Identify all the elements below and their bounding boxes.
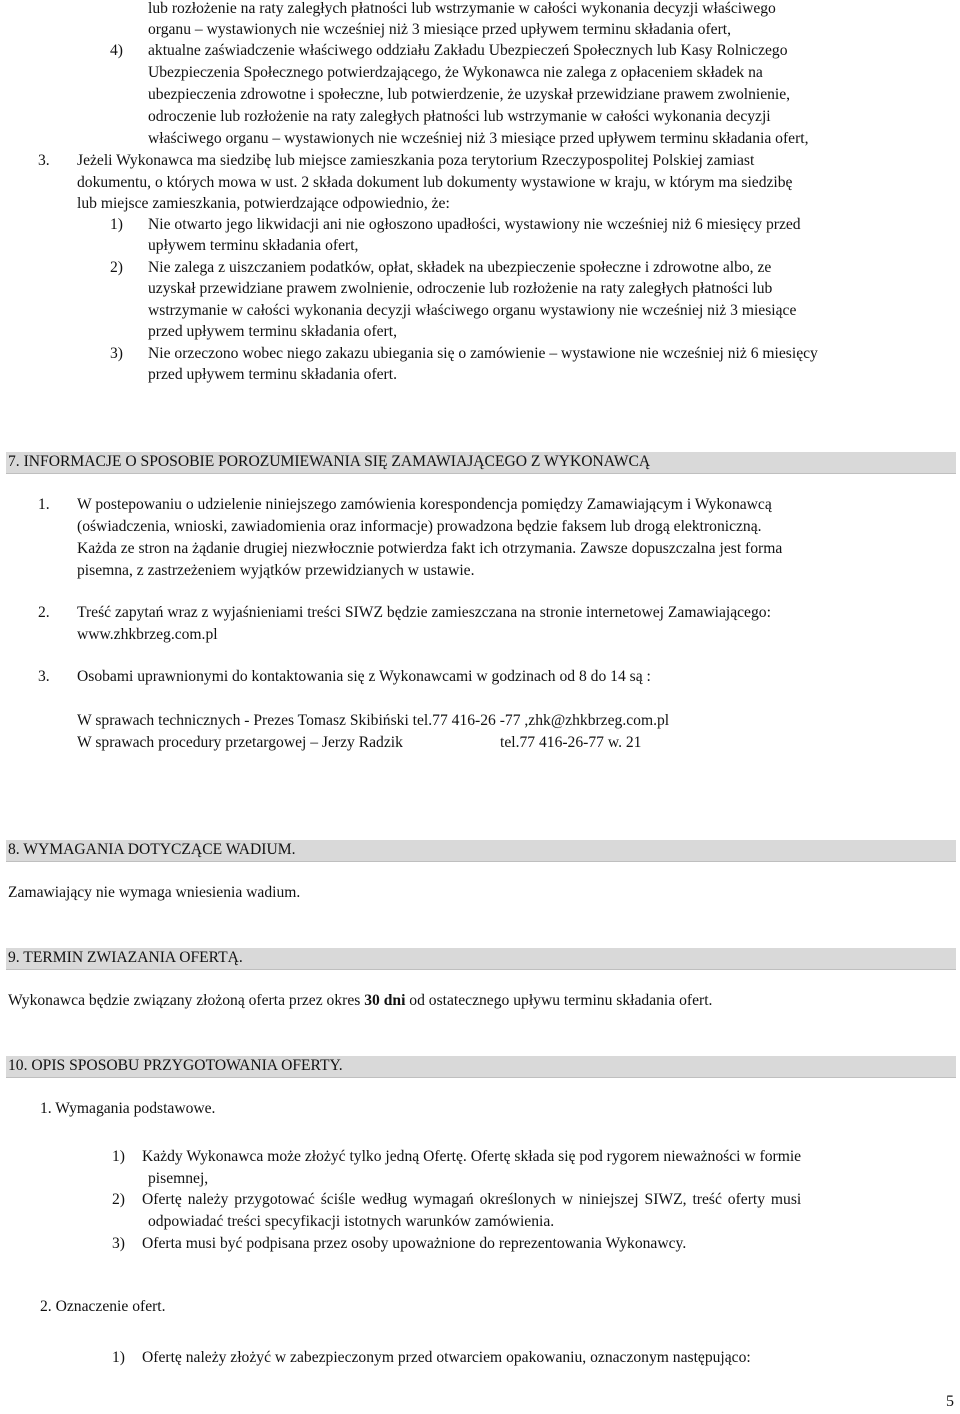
list-item-text: odroczenie lub rozłożenie na raty zaległych płatności lub wstrzymanie w całości wykonania decyzji — [148, 108, 771, 125]
text-run: od ostatecznego upływu terminu składania ofert. — [405, 992, 713, 1009]
list-item-text: uzyskał przewidziane prawem zwolnienie, odroczenie lub rozłożenie na raty zaległych płatności lub — [148, 280, 773, 297]
section-heading-band — [6, 452, 956, 474]
list-item-text: Ubezpieczenia Społecznego potwierdzającego, że Wykonawca nie zalega z opłaceniem składek na — [148, 64, 763, 81]
section-heading-band — [6, 948, 956, 970]
list-number: 1) — [110, 216, 123, 233]
paragraph-line: lub miejsce zamieszkania, potwierdzające odpowiednio, że: — [77, 195, 450, 212]
list-number: 1) — [112, 1349, 125, 1366]
list-number: 3) — [110, 345, 123, 362]
list-number: 2. — [38, 604, 50, 621]
list-number: 3. — [38, 152, 50, 169]
list-item-text: Każdy Wykonawca może złożyć tylko jedną Ofertę. Ofertę składa się pod rygorem nieważności w formie — [142, 1148, 802, 1165]
list-item-text: Nie otwarto jego likwidacji ani nie ogłoszono upadłości, wystawiony nie wcześniej niż 6 miesięcy przed — [148, 216, 801, 233]
list-item-text: pisemnej, — [148, 1170, 209, 1187]
list-item-text: Ofertę należy złożyć w zabezpieczonym przed otwarciem opakowaniu, oznaczonym następująco: — [142, 1349, 751, 1366]
list-number: 1. — [38, 496, 50, 513]
paragraph-line: Treść zapytań wraz z wyjaśnieniami treści SIWZ będzie zamieszczana na stronie internetowej Zamawiającego: — [77, 604, 771, 621]
paragraph-line — [8, 992, 712, 1010]
contact-technical: W sprawach technicznych - Prezes Tomasz Skibiński tel.77 416-26 -77 ,zhk@zhkbrzeg.com.pl — [77, 712, 670, 729]
list-number: 2) — [112, 1191, 125, 1208]
list-item-text: Oferta musi być podpisana przez osoby upoważnione do reprezentowania Wykonawcy. — [142, 1235, 687, 1252]
subheading: 2. Oznaczenie ofert. — [40, 1298, 166, 1315]
paragraph-line: dokumentu, o których mowa w ust. 2 składa dokument lub dokumenty wystawione w kraju, w którym ma siedzibę — [77, 174, 793, 191]
list-item-text: przed upływem terminu składania ofert. — [148, 366, 397, 383]
list-number: 1) — [112, 1148, 125, 1165]
list-number: 4) — [110, 42, 123, 59]
text-run: Wykonawca będzie związany złożoną oferta przez okres — [8, 992, 365, 1009]
bold-term: 30 dni — [364, 992, 406, 1009]
paragraph-line: Zamawiający nie wymaga wniesienia wadium. — [8, 884, 301, 901]
list-item-text: przed upływem terminu składania ofert, — [148, 323, 397, 340]
list-item-text: aktualne zaświadczenie właściwego oddziału Zakładu Ubezpieczeń Społecznych lub Kasy Rolniczego — [148, 42, 788, 59]
section-heading: 10. OPIS SPOSOBU PRZYGOTOWANIA OFERTY. — [8, 1057, 343, 1074]
paragraph-line: W postepowaniu o udzielenie niniejszego zamówienia korespondencja pomiędzy Zamawiającym i Wykonawcą — [77, 496, 772, 513]
list-item-text: Nie orzeczono wobec niego zakazu ubiegania się o zamówienie – wystawione nie wcześniej niż 6 miesięcy — [148, 345, 818, 362]
list-item-text: upływem terminu składania ofert, — [148, 237, 359, 254]
contact-procedure-phone: tel.77 416-26-77 w. 21 — [500, 734, 642, 751]
list-item-text: wstrzymanie w całości wykonania decyzji właściwego organu wystawiony nie wcześniej niż 3 miesiące — [148, 302, 797, 319]
subheading: 1. Wymagania podstawowe. — [40, 1100, 216, 1117]
continuation-line: organu – wystawionych nie wcześniej niż 3 miesiące przed upływem terminu składania ofert, — [148, 21, 731, 38]
section-heading-band — [6, 1056, 956, 1078]
list-item-text: Nie zalega z uiszczaniem podatków, opłat, składek na ubezpieczenie społeczne i zdrowotne albo, ze — [148, 259, 772, 276]
paragraph-line: pisemna, z zastrzeżeniem wyjątków przewidzianych w ustawie. — [77, 562, 475, 579]
continuation-line: lub rozłożenie na raty zaległych płatności lub wstrzymanie w całości wykonania decyzji właściwego — [148, 0, 776, 17]
list-item-text: Ofertę należy przygotować ściśle według wymagań określonych w niniejszej SIWZ, treść oferty musi — [142, 1191, 802, 1208]
list-number: 3. — [38, 668, 50, 685]
list-item-text: ubezpieczenia zdrowotne i społeczne, lub potwierdzenie, że uzyskał przewidziane prawem zwolnienie, — [148, 86, 791, 103]
page-number: 5 — [946, 1393, 954, 1410]
website-link[interactable]: www.zhkbrzeg.com.pl — [77, 626, 218, 643]
list-number: 2) — [110, 259, 123, 276]
list-number: 3) — [112, 1235, 125, 1252]
list-item-text: odpowiadać treści specyfikacji istotnych warunków zamówienia. — [148, 1213, 555, 1230]
section-heading-band — [6, 840, 956, 862]
section-heading: 7. INFORMACJE O SPOSOBIE POROZUMIEWANIA SIĘ ZAMAWIAJĄCEGO Z WYKONAWCĄ — [8, 453, 651, 470]
paragraph-line: (oświadczenia, wnioski, zawiadomienia oraz informacje) prowadzona będzie faksem lub drogą elektroniczną. — [77, 518, 762, 535]
list-item-text: właściwego organu – wystawionych nie wcześniej niż 3 miesiące przed upływem terminu składania ofert, — [148, 130, 809, 147]
paragraph-line: Każda ze stron na żądanie drugiej niezwłocznie potwierdza fakt ich otrzymania. Zawsze dopuszczalna jest forma — [77, 540, 783, 557]
contact-procedure: W sprawach procedury przetargowej – Jerzy Radzik — [77, 734, 403, 751]
section-heading: 9. TERMIN ZWIAZANIA OFERTĄ. — [8, 949, 243, 966]
paragraph-line: Osobami uprawnionymi do kontaktowania się z Wykonawcami w godzinach od 8 do 14 są : — [77, 668, 651, 685]
section-heading: 8. WYMAGANIA DOTYCZĄCE WADIUM. — [8, 841, 296, 858]
paragraph-line: Jeżeli Wykonawca ma siedzibę lub miejsce zamieszkania poza terytorium Rzeczypospolitej Polskiej zamiast — [77, 152, 755, 169]
